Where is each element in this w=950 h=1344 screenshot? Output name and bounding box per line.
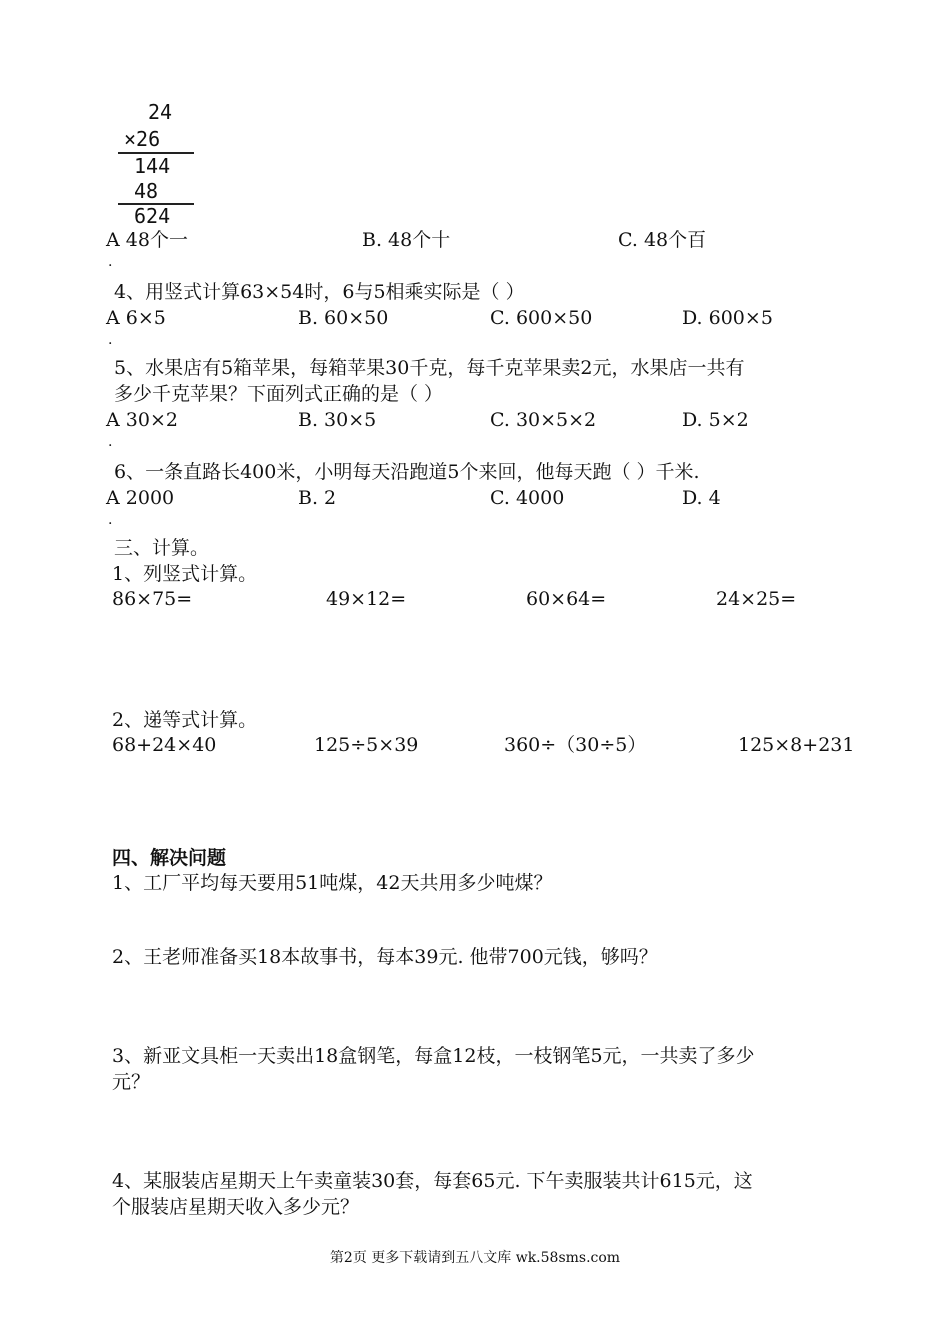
q5-question-line2: 多少千克苹果？下面列式正确的是（ ）: [114, 383, 444, 405]
stray-dot: .: [108, 332, 113, 348]
calc1-item: 86×75=: [112, 588, 193, 610]
problem-4-line1: 4、某服装店星期天上午卖童装30套，每套65元. 下午卖服装共计615元，这: [112, 1170, 753, 1192]
q6-option-d: D. 4: [682, 487, 721, 509]
vertical-calc-partial-1: 144: [134, 154, 171, 178]
problem-3-line2: 元？: [112, 1071, 151, 1093]
vertical-calc-partial-2: 48: [134, 179, 159, 203]
section3-title: 三、计算。: [114, 537, 210, 559]
calc1-item: 24×25=: [716, 588, 797, 610]
q5-option-c: C. 30×5×2: [490, 409, 597, 431]
q5-option-d: D. 5×2: [682, 409, 749, 431]
problem-2: 2、王老师准备买18本故事书，每本39元. 他带700元钱，够吗？: [112, 946, 658, 968]
stray-dot: .: [108, 254, 113, 270]
q4-question: 4、用竖式计算63×54时，6与5相乘实际是（ ）: [114, 281, 525, 303]
vertical-calc-multiplier: ×26: [124, 127, 161, 151]
section4-title: 四、解决问题: [112, 847, 227, 869]
q5-option-b: B. 30×5: [298, 409, 377, 431]
q3-option-a: A 48个一: [106, 229, 188, 251]
q6-question: 6、一条直路长400米，小明每天沿跑道5个来回，他每天跑（ ）千米.: [114, 461, 700, 483]
vertical-calc-multiplicand: 24: [148, 100, 173, 124]
q4-option-b: B. 60×50: [298, 307, 389, 329]
q6-option-b: B. 2: [298, 487, 337, 509]
section3-sub2: 2、递等式计算。: [112, 709, 258, 731]
calc2-item: 68+24×40: [112, 734, 217, 756]
vertical-calc-product: 624: [134, 204, 171, 228]
calc1-item: 49×12=: [326, 588, 407, 610]
calc2-item: 360÷（30÷5）: [504, 734, 647, 756]
problem-4-line2: 个服装店星期天收入多少元？: [112, 1196, 360, 1218]
stray-dot: .: [108, 434, 113, 450]
q4-option-c: C. 600×50: [490, 307, 593, 329]
calc2-item: 125×8+231: [738, 734, 855, 756]
q6-option-c: C. 4000: [490, 487, 565, 509]
q5-question-line1: 5、水果店有5箱苹果，每箱苹果30千克，每千克苹果卖2元，水果店一共有: [114, 357, 745, 379]
q4-option-d: D. 600×5: [682, 307, 773, 329]
q3-option-c: C. 48个百: [618, 229, 707, 251]
q4-option-a: A 6×5: [106, 307, 166, 329]
stray-dot: .: [108, 512, 113, 528]
q3-option-b: B. 48个十: [362, 229, 451, 251]
section3-sub1: 1、列竖式计算。: [112, 563, 258, 585]
calc1-item: 60×64=: [526, 588, 607, 610]
page-footer: 第2页 更多下载请到五八文库 wk.58sms.com: [329, 1250, 621, 1266]
calc2-item: 125÷5×39: [314, 734, 419, 756]
q5-option-a: A 30×2: [106, 409, 178, 431]
problem-3-line1: 3、新亚文具柜一天卖出18盒钢笔，每盒12枝，一枝钢笔5元，一共卖了多少: [112, 1045, 755, 1067]
problem-1: 1、工厂平均每天要用51吨煤，42天共用多少吨煤？: [112, 872, 553, 894]
q6-option-a: A 2000: [106, 487, 175, 509]
